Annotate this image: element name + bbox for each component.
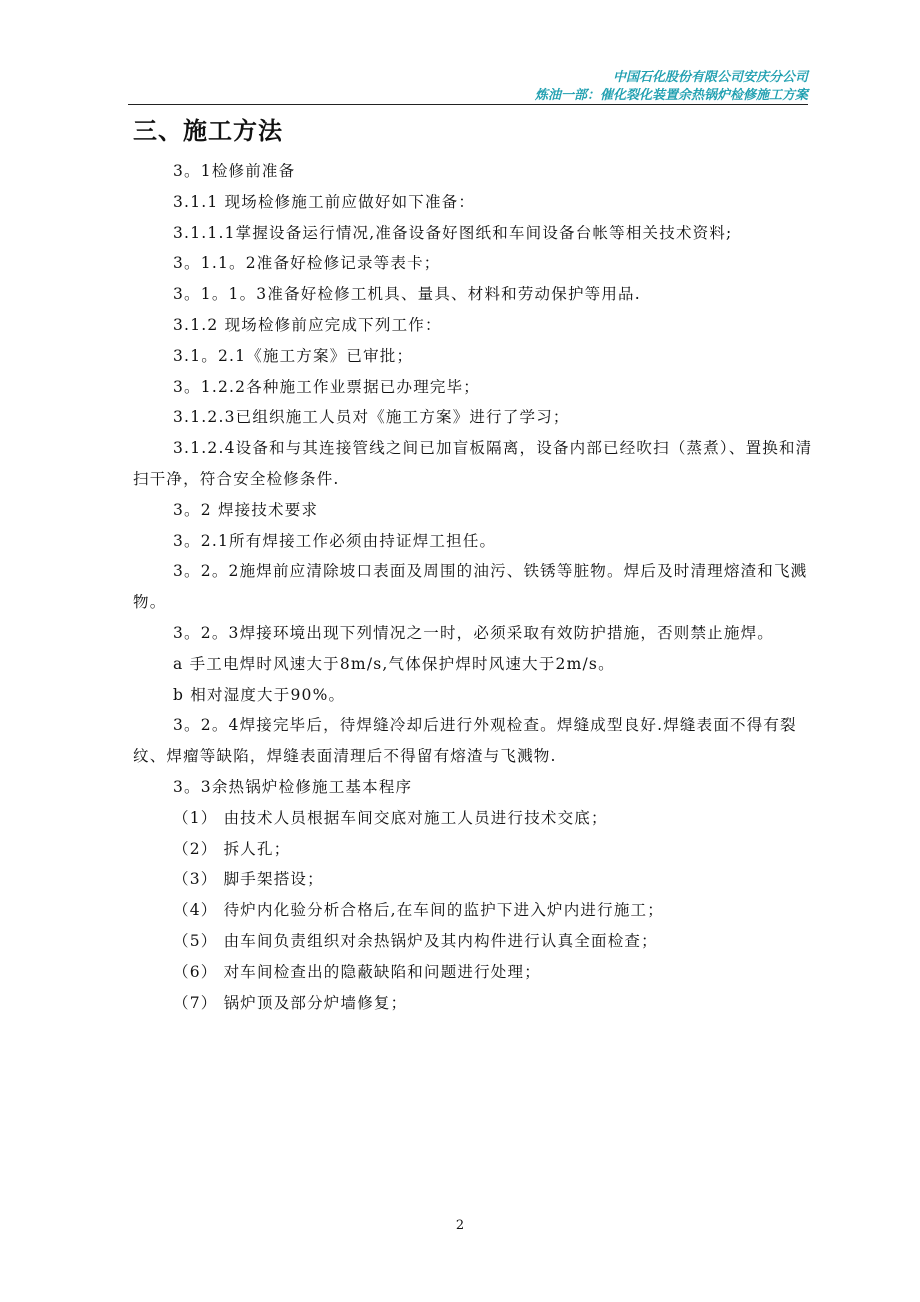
- header-company: 中国石化股份有限公司安庆分公司: [612, 70, 808, 85]
- paragraph: 3。2。2施焊前应清除坡口表面及周围的油污、铁锈等脏物。焊后及时清理熔渣和飞溅物。: [133, 562, 808, 612]
- header-divider: [128, 104, 808, 105]
- paragraph: 3。2。4焊接完毕后，待焊缝冷却后进行外观检查。焊缝成型良好.焊缝表面不得有裂纹、焊瘤等缺陷，焊缝表面清理后不得留有熔渣与飞溅物.: [133, 716, 797, 766]
- paragraph: a 手工电焊时风速大于8m/s,气体保护焊时风速大于2m/s。: [173, 654, 615, 673]
- paragraph: 3。2.1所有焊接工作必须由持证焊工担任。: [173, 531, 497, 550]
- paragraph: 3.1.1 现场检修施工前应做好如下准备：: [173, 192, 476, 211]
- paragraph: 3。2 焊接技术要求: [173, 500, 319, 519]
- paragraph: 3。1.2.2各种施工作业票据已办理完毕；: [173, 377, 481, 396]
- paragraph: 3。1。1。3准备好检修工机具、量具、材料和劳动保护等用品.: [173, 285, 641, 304]
- section-title: 三、施工方法: [133, 117, 283, 145]
- list-item: （3） 脚手架搭设；: [173, 870, 324, 889]
- list-item: （4） 待炉内化验分析合格后,在车间的监护下进入炉内进行施工；: [173, 901, 664, 920]
- header-document-title: 炼油一部：催化裂化装置余热锅炉检修施工方案: [534, 88, 808, 103]
- document-body: [133, 156, 813, 1018]
- list-item: （5） 由车间负责组织对余热锅炉及其内构件进行认真全面检查；: [173, 931, 658, 950]
- list-item: （2） 拆人孔；: [173, 839, 291, 858]
- paragraph: 3。3余热锅炉检修施工基本程序: [173, 777, 413, 796]
- paragraph: 3.1.2.3已组织施工人员对《施工方案》进行了学习；: [173, 408, 570, 427]
- paragraph: 3。1.1。2准备好检修记录等表卡；: [173, 254, 441, 273]
- paragraph: 3.1.2.4设备和与其连接管线之间已加盲板隔离，设备内部已经吹扫（蒸煮）、置换和清扫干净，符合安全检修条件.: [133, 439, 813, 488]
- list-item: （1） 由技术人员根据车间交底对施工人员进行技术交底；: [173, 808, 608, 827]
- list-item: （7） 锅炉顶及部分炉墙修复；: [173, 993, 408, 1012]
- paragraph: 3.1.2 现场检修前应完成下列工作：: [173, 315, 442, 334]
- page-number: 2: [455, 1218, 465, 1233]
- paragraph: b 相对湿度大于90%。: [173, 685, 346, 704]
- paragraph: 3.1。2.1《施工方案》已审批；: [173, 346, 414, 365]
- list-item: （6） 对车间检查出的隐蔽缺陷和问题进行处理；: [173, 962, 541, 981]
- paragraph: 3。1检修前准备: [173, 162, 296, 180]
- paragraph: 3.1.1.1掌握设备运行情况,准备设备好图纸和车间设备台帐等相关技术资料;: [173, 223, 733, 242]
- paragraph: 3。2。3焊接环境出现下列情况之一时，必须采取有效防护措施，否则禁止施焊。: [173, 623, 774, 642]
